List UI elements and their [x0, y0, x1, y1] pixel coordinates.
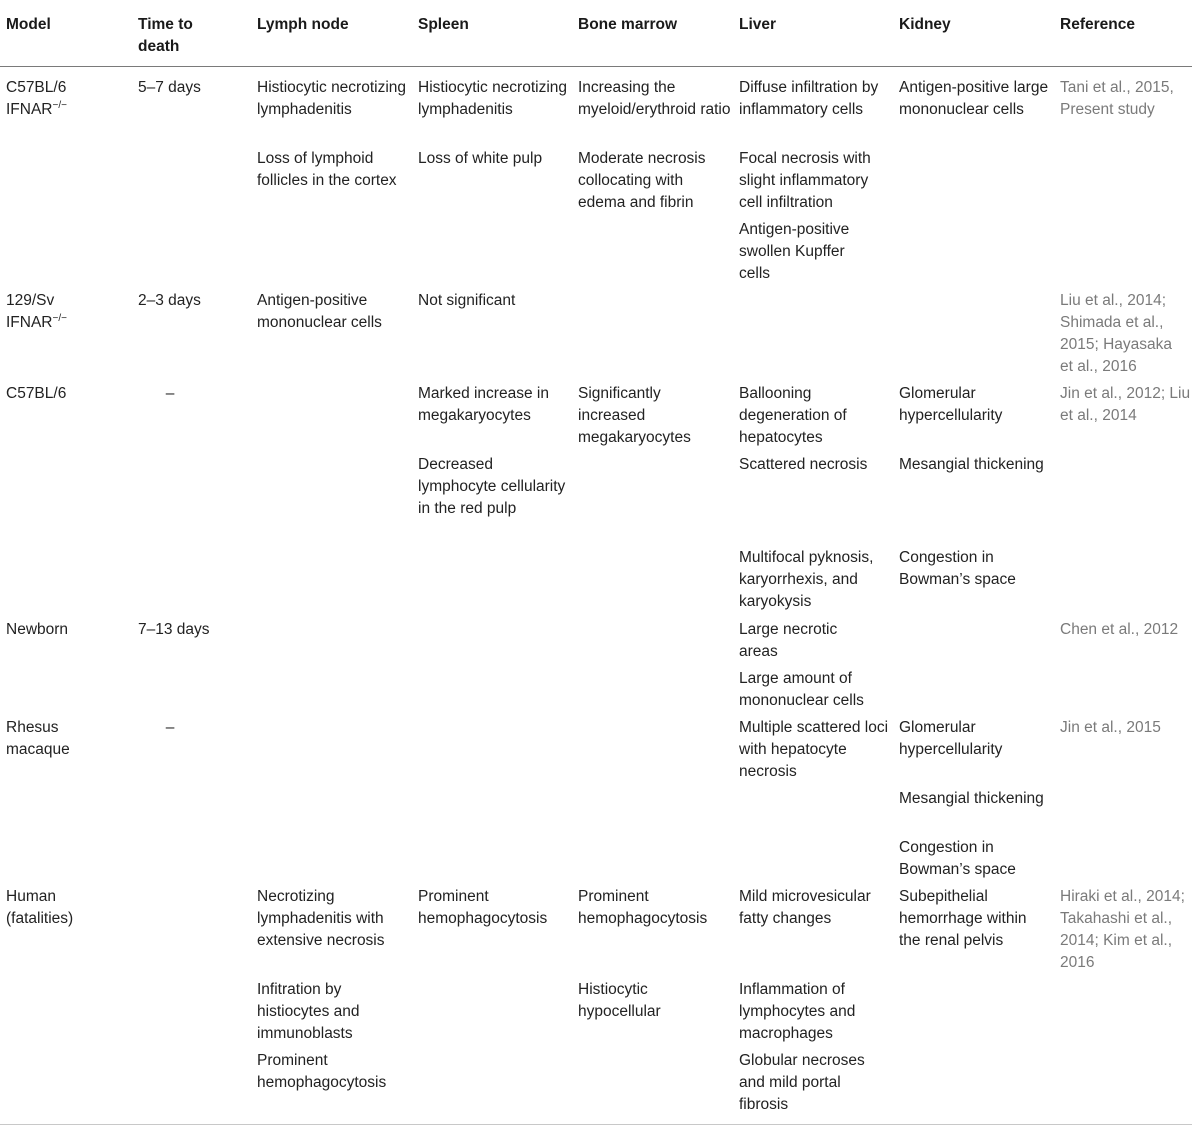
- spleen-finding: Decreased lymphocyte cellularity in the red pulp: [418, 456, 566, 517]
- header-spleen: Spleen: [418, 16, 469, 33]
- header-bone-marrow: Bone marrow: [578, 16, 678, 33]
- model-name: C57BL/6: [6, 79, 67, 96]
- bone-marrow-finding: Prominent hemophagocytosis: [578, 888, 708, 927]
- model-cell: C57BL/6: [6, 385, 67, 402]
- kidney-finding: Congestion in Bowman’s space: [899, 549, 1016, 588]
- model-cell: [6, 77, 126, 121]
- liver-finding: Focal necrosis with slight inflammatory cell infiltration: [739, 150, 871, 211]
- liver-finding: Large necrotic areas: [739, 621, 838, 660]
- bone-marrow-finding: Histiocytic hypocellular: [578, 981, 661, 1020]
- kidney-finding: Antigen-positive large mononuclear cells: [899, 79, 1049, 118]
- lymph-node-finding: Antigen-positive mononuclear cells: [257, 292, 382, 331]
- lymph-node-finding: Infitration by histiocytes and immunoblasts: [257, 981, 360, 1042]
- reference-cell: Chen et al., 2012: [1060, 621, 1179, 638]
- table-bottom-rule: [0, 1124, 1192, 1125]
- time-to-death-cell: 5–7 days: [138, 79, 201, 96]
- header-reference: Reference: [1060, 16, 1135, 33]
- reference-cell: Jin et al., 2015: [1060, 719, 1161, 736]
- liver-finding: Ballooning degeneration of hepatocytes: [739, 385, 847, 446]
- lymph-node-finding: Histiocytic necrotizing lymphadenitis: [257, 79, 407, 118]
- spleen-finding: Marked increase in megakaryocytes: [418, 385, 549, 424]
- liver-finding: Mild microvesicular fatty changes: [739, 888, 871, 927]
- spleen-finding: Loss of white pulp: [418, 150, 543, 167]
- model-genotype: IFNAR−/−: [6, 100, 67, 118]
- kidney-finding: Glomerular hypercellularity: [899, 719, 1003, 758]
- spleen-finding: Prominent hemophagocytosis: [418, 888, 548, 927]
- header-lymph-node: Lymph node: [257, 16, 349, 33]
- liver-finding: Inflammation of lymphocytes and macrophages: [739, 981, 856, 1042]
- kidney-finding: Subepithelial hemorrhage within the renal pelvis: [899, 888, 1027, 949]
- model-name: 129/Sv: [6, 292, 55, 309]
- kidney-finding: Congestion in Bowman’s space: [899, 839, 1016, 878]
- spleen-finding: Not significant: [418, 292, 516, 309]
- model-cell: [6, 290, 126, 334]
- time-to-death-cell: –: [165, 385, 175, 402]
- time-to-death-cell: –: [165, 719, 175, 736]
- liver-finding: Diffuse infiltration by inflammatory cells: [739, 79, 879, 118]
- header-model: Model: [6, 16, 51, 33]
- header-liver: Liver: [739, 16, 777, 33]
- bone-marrow-finding: Significantly increased megakaryocytes: [578, 385, 691, 446]
- liver-finding: Multiple scattered loci with hepatocyte necrosis: [739, 719, 889, 780]
- table-header-row: [0, 0, 1192, 67]
- lymph-node-finding: Loss of lymphoid follicles in the cortex: [257, 150, 397, 189]
- bone-marrow-finding: Moderate necrosis collocating with edema and fibrin: [578, 150, 706, 211]
- kidney-finding: Mesangial thickening: [899, 790, 1044, 807]
- lymph-node-finding: Prominent hemophagocytosis: [257, 1052, 387, 1091]
- time-to-death-cell: 2–3 days: [138, 292, 201, 309]
- kidney-finding: Glomerular hypercellularity: [899, 385, 1003, 424]
- lymph-node-finding: Necrotizing lymphadenitis with extensive necrosis: [257, 888, 385, 949]
- reference-cell: Jin et al., 2012; Liu et al., 2014: [1060, 385, 1191, 424]
- header-kidney: Kidney: [899, 16, 951, 33]
- liver-finding: Large amount of mononuclear cells: [739, 670, 864, 709]
- liver-finding: Scattered necrosis: [739, 456, 868, 473]
- model-genotype: IFNAR−/−: [6, 313, 67, 331]
- liver-finding: Multifocal pyknosis, karyorrhexis, and karyokysis: [739, 549, 874, 610]
- model-cell: Newborn: [6, 621, 69, 638]
- bone-marrow-finding: Increasing the myeloid/erythroid ratio: [578, 79, 731, 118]
- header-time-to-death: Time to death: [138, 16, 193, 55]
- liver-finding: Globular necroses and mild portal fibrosis: [739, 1052, 865, 1113]
- kidney-finding: Mesangial thickening: [899, 456, 1044, 473]
- liver-finding: Antigen-positive swollen Kupffer cells: [739, 221, 850, 282]
- model-cell: Rhesus macaque: [6, 719, 70, 758]
- reference-cell: Tani et al., 2015, Present study: [1060, 79, 1174, 118]
- spleen-finding: Histiocytic necrotizing lymphadenitis: [418, 79, 568, 118]
- model-cell: Human (fatalities): [6, 888, 74, 927]
- time-to-death-cell: 7–13 days: [138, 621, 210, 638]
- reference-cell: Liu et al., 2014; Shimada et al., 2015; Hayasaka et al., 2016: [1060, 292, 1173, 375]
- reference-cell: Hiraki et al., 2014; Takahashi et al., 2014; Kim et al., 2016: [1060, 888, 1185, 971]
